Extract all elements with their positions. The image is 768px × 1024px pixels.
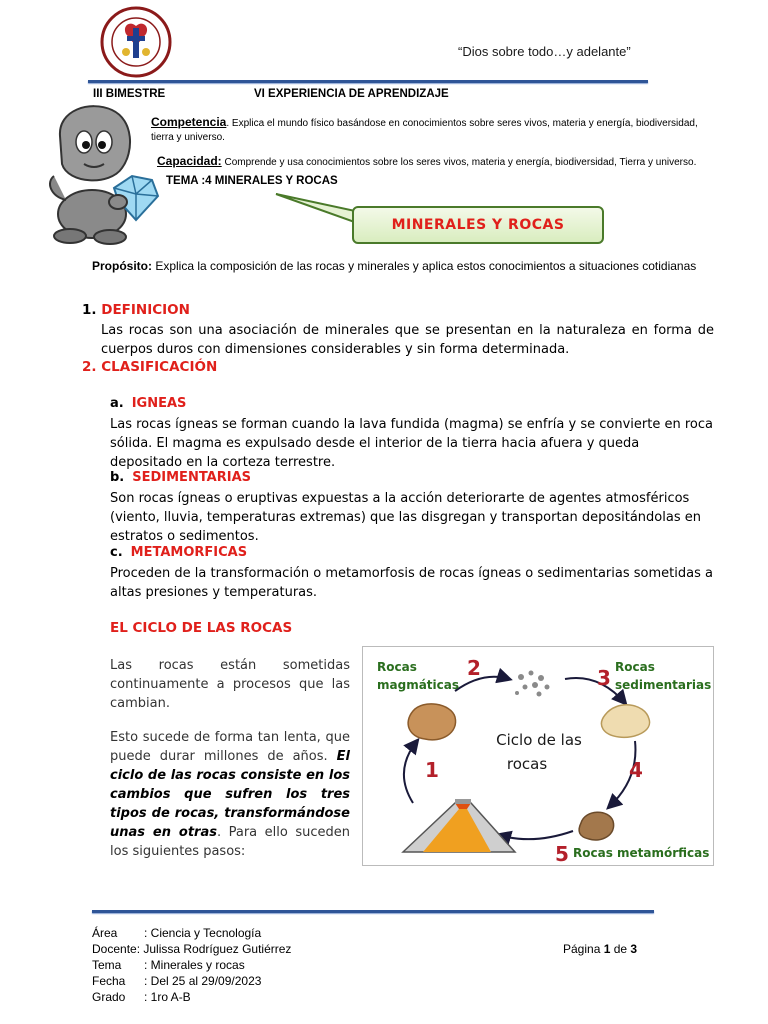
competencia-label: Competencia xyxy=(151,115,227,129)
page-of: de xyxy=(610,942,631,956)
competencia-text: . Explica el mundo físico basándose en conocimientos sobre seres vivos, materia y energía, biodiversidad, tierra y universo. xyxy=(151,118,698,143)
footer-fecha-key: Fecha xyxy=(92,974,126,988)
page-total: 3 xyxy=(630,942,638,956)
proposito-label: Propósito: xyxy=(92,259,152,273)
page-number xyxy=(563,942,637,956)
definicion-text: Las rocas son una asociación de minerales que se presentan en la naturaleza en forma de cuerpos duros con dimensiones considerables y sin forma determinada. xyxy=(101,323,714,357)
section-title: CLASIFICACIÓN xyxy=(101,359,218,375)
proposito xyxy=(92,258,714,274)
bimestre-label: III BIMESTRE xyxy=(93,88,166,100)
step-3: 3 xyxy=(597,666,611,690)
step-1: 1 xyxy=(425,758,439,782)
subsection-sedimentarias-heading xyxy=(110,470,251,485)
capacidad xyxy=(157,154,727,168)
page-prefix: Página xyxy=(563,942,604,956)
rock-mascot-illustration xyxy=(40,96,162,246)
school-logo xyxy=(100,6,172,78)
footer-area-key: Área xyxy=(92,926,118,940)
section-title: DEFINICION xyxy=(101,302,190,318)
footer-grado xyxy=(92,990,191,1004)
igneas-text: Las rocas ígneas se forman cuando la lava fundida (magma) se enfría y se convierte en roca sólida. El magma es expulsado desde el interior de la tierra hacia afuera y queda depositado en la corteza terrestre. xyxy=(110,417,713,470)
subsection-metamorficas-heading xyxy=(110,545,247,560)
footer-divider xyxy=(92,910,654,913)
label-sedimentarias-1: Rocas xyxy=(615,660,655,674)
footer-docente-value: Julissa Rodríguez Gutiérrez xyxy=(140,942,292,956)
subsection-title: IGNEAS xyxy=(131,396,187,411)
topic-banner: MINERALES Y ROCAS xyxy=(352,206,604,244)
cycle-arrow-1 xyxy=(404,741,417,803)
cycle-center-line2: rocas xyxy=(506,755,548,773)
tema-title: TEMA :4 MINERALES Y ROCAS xyxy=(166,175,338,187)
cycle-arrow-5 xyxy=(499,831,573,839)
cycle-center-line1: Ciclo de las xyxy=(496,731,582,749)
cycle-arrow-2 xyxy=(455,677,509,691)
footer-area-value: : Ciencia y Tecnología xyxy=(144,926,262,940)
footer-grado-key: Grado xyxy=(92,990,126,1004)
label-sedimentarias-2: sedimentarias xyxy=(615,678,712,692)
subsection-title: SEDIMENTARIAS xyxy=(132,470,252,485)
ciclo-p2-emphasis: El ciclo de las rocas consiste en los cambios que sufren los tres tipos de rocas, transformándose unas en otras xyxy=(110,749,350,840)
sedimentary-rock-image xyxy=(601,705,649,737)
label-magmaticas-1: Rocas xyxy=(377,660,417,674)
label-metamorficas: Rocas metamórficas xyxy=(573,846,710,860)
subsection-letter: c. xyxy=(110,545,123,560)
footer-fecha xyxy=(92,974,261,988)
label-magmaticas-2: magmáticas xyxy=(377,678,459,692)
experiencia-label: VI EXPERIENCIA DE APRENDIZAJE xyxy=(254,88,449,100)
metamorphic-rock-image xyxy=(579,812,614,840)
ciclo-p2-start: Esto sucede de forma tan lenta, que puede durar millones de años. xyxy=(110,730,350,764)
footer-fecha-value: : Del 25 al 29/09/2023 xyxy=(144,974,262,988)
subsection-letter: a. xyxy=(110,396,124,411)
step-2: 2 xyxy=(467,656,481,680)
ciclo-title: EL CICLO DE LAS ROCAS xyxy=(110,620,293,636)
section-clasificacion-heading xyxy=(82,359,217,375)
sedimentarias-text: Son rocas ígneas o eruptivas expuestas a la acción deteriorarte de agentes atmosféricos (viento, lluvia, temperaturas extremas) que las disgregan y transportan depositándolas en estratos o sedimentos. xyxy=(110,491,701,544)
section-definicion-heading xyxy=(82,302,190,318)
ciclo-p2-end: . Para ello suceden los siguientes pasos: xyxy=(110,825,350,859)
header-divider xyxy=(88,80,648,83)
motto: “Dios sobre todo…y adelante” xyxy=(458,44,631,59)
igneous-rock-image xyxy=(408,704,455,740)
footer-tema-value: : Minerales y rocas xyxy=(144,958,245,972)
section-number: 2. xyxy=(82,359,97,375)
competencia xyxy=(151,115,721,145)
metamorficas-text: Proceden de la transformación o metamorfosis de rocas ígneas o sedimentarias sometidas a altas presiones y temperaturas. xyxy=(110,566,713,600)
ciclo-paragraph-1: Las rocas están sometidas continuamente a procesos que las cambian. xyxy=(110,658,350,711)
volcano-image xyxy=(403,799,515,852)
rock-cycle-diagram xyxy=(362,646,714,866)
ciclo-paragraph-2 xyxy=(110,728,350,861)
capacidad-text: Comprende y usa conocimientos sobre los seres vivos, materia y energía, biodiversidad, Tierra y universo. xyxy=(221,157,697,168)
footer-docente xyxy=(92,942,291,956)
section-number: 1. xyxy=(82,302,97,318)
page-current: 1 xyxy=(603,942,611,956)
footer-tema xyxy=(92,958,245,972)
sediment-pebbles-image xyxy=(515,671,550,697)
footer-docente-key: Docente: xyxy=(92,942,141,956)
step-4: 4 xyxy=(629,758,643,782)
step-5: 5 xyxy=(555,842,569,866)
subsection-title: METAMORFICAS xyxy=(130,545,248,560)
capacidad-label: Capacidad: xyxy=(157,154,222,168)
footer-area xyxy=(92,926,261,940)
proposito-text: Explica la composición de las rocas y minerales y aplica estos conocimientos a situaciones cotidianas xyxy=(152,259,697,273)
subsection-igneas-heading xyxy=(110,396,186,411)
subsection-letter: b. xyxy=(110,470,125,485)
footer-grado-value: : 1ro A-B xyxy=(144,990,191,1004)
footer-tema-key: Tema xyxy=(92,958,122,972)
